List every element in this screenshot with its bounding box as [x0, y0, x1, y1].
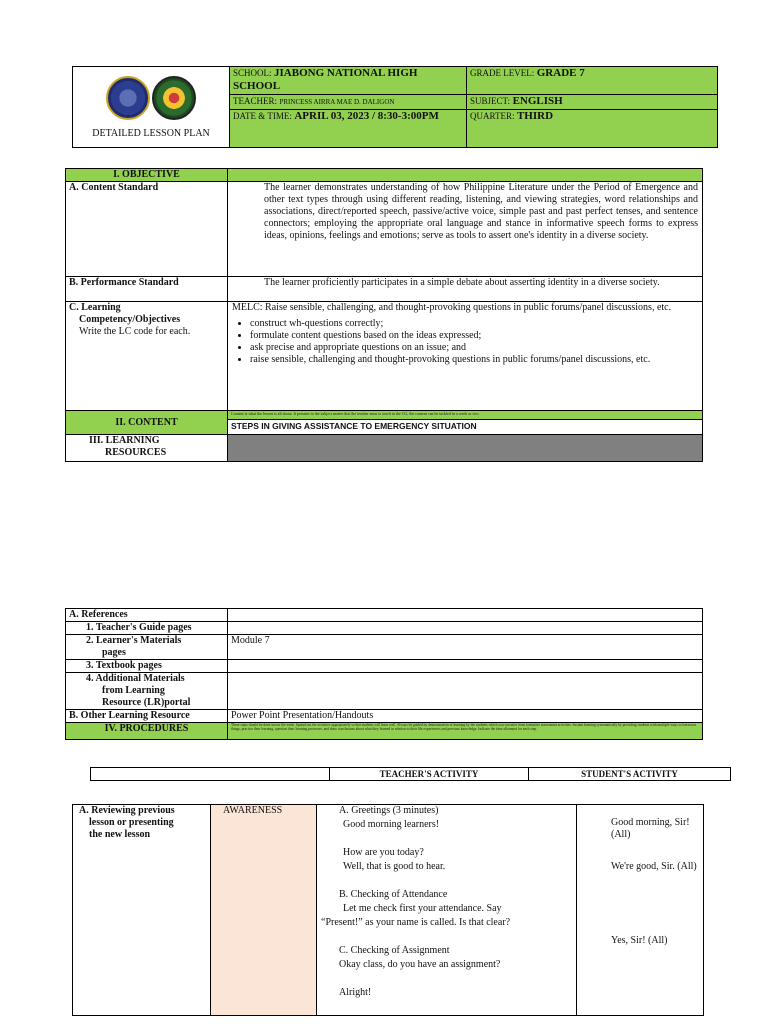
ref-teachers-guide-value — [228, 622, 703, 635]
teacher-value: PRINCESS AIRRA MAE D. DALIGON — [279, 98, 395, 107]
procedures-note: These steps should be done across the week. Spread out the activities appropriately so that students will learn well. Always be guided by demonstration of learning by the students which you can infer from formative assessment activities. Sustain learning systematically by providing students with multiple ways to learn new things, practice their learning, question their learning processes, and draw conclusions about what they learned in relation to their life experiences and previous knowledge. Indicate the time allotment for each step. — [228, 723, 703, 740]
assignment-title: C. Checking of Assignment — [339, 945, 450, 956]
procedures-heading: IV. PROCEDURES — [66, 723, 228, 740]
objective-heading: I. OBJECTIVE — [66, 169, 228, 182]
attendance-line-1: Let me check first your attendance. Say — [343, 903, 502, 914]
objective-item: • formulate content questions based on the ideas expressed; — [250, 330, 699, 342]
student-response-2: We're good, Sir. (All) — [611, 861, 697, 872]
content-standard-text: The learner demonstrates understanding of how Philippine Literature under the Period of Emergence and other text types through using different reading, listening, and viewing strategies, word relationships and associations, direct/reported speech, passive/active voice, simple past and past perfect tenses, and sentence connectors; employing the appropriate oral language and stance in informative speech forms to express ideas, opinions, feelings and emotions; serve as tools to assert one's identity in a diverse society. — [228, 182, 703, 277]
school-cell — [230, 67, 467, 95]
school-label: SCHOOL: — [233, 68, 272, 78]
step-label-1: A. Reviewing previous — [79, 805, 175, 816]
learning-resources-heading-1: III. LEARNING — [89, 435, 160, 446]
grade-label: GRADE LEVEL: — [470, 68, 535, 78]
student-activity-heading: STUDENT'S ACTIVITY — [529, 768, 731, 781]
learning-resources-cell — [66, 435, 228, 462]
teacher-activity-heading: TEACHER'S ACTIVITY — [330, 768, 529, 781]
ref-teachers-guide-label: 1. Teacher's Guide pages — [66, 622, 228, 635]
phase-cell — [211, 805, 317, 1016]
performance-standard-label: B. Performance Standard — [66, 277, 228, 302]
objective-item: • construct wh-questions correctly; — [250, 318, 699, 330]
quarter-value: THIRD — [516, 109, 554, 122]
subject-label: SUBJECT: — [470, 96, 511, 107]
ref-additional-cell — [66, 673, 228, 710]
teacher-cell — [230, 95, 467, 110]
quarter-cell — [467, 109, 718, 147]
student-activity-cell — [577, 805, 704, 1016]
activity-table — [72, 804, 704, 1016]
competency-label-3: Write the LC code for each. — [79, 326, 191, 337]
content-topic: STEPS IN GIVING ASSISTANCE TO EMERGENCY SITUATION — [228, 420, 703, 435]
ref-additional-value — [228, 673, 703, 710]
ref-textbook-value — [228, 660, 703, 673]
content-heading: II. CONTENT — [66, 411, 228, 435]
competency-label-cell — [66, 302, 228, 411]
quarter-label: QUARTER: — [470, 110, 515, 121]
header-table — [72, 66, 718, 148]
subject-cell — [467, 95, 718, 110]
objectives-list — [232, 318, 699, 366]
step-label-2: lesson or presenting — [89, 817, 174, 828]
deped-seal-icon — [106, 76, 150, 120]
performance-standard-text: The learner proficiently participates in a simple debate about asserting identity in a diverse society. — [228, 277, 703, 302]
step-label-cell — [73, 805, 211, 1016]
ref-textbook-label: 3. Textbook pages — [66, 660, 228, 673]
objective-heading-fill — [228, 169, 703, 182]
activity-header-table — [90, 767, 731, 781]
references-heading: A. References — [66, 609, 228, 622]
datetime-cell — [230, 109, 467, 147]
datetime-value: APRIL 03, 2023 / 8:30-3:00PM — [294, 109, 439, 122]
ref-learners-materials-cell — [66, 635, 228, 660]
greet-line-1: Good morning learners! — [343, 819, 440, 830]
other-resource-value: Power Point Presentation/Handouts — [228, 710, 703, 723]
ref-learners-materials-label-1: 2. Learner's Materials — [86, 635, 182, 646]
competency-cell — [228, 302, 703, 411]
melc-text: MELC: Raise sensible, challenging, and thought-provoking questions in public forums/panel discussions, etc. — [232, 302, 672, 313]
attendance-line-2: “Present!” as your name is called. Is that clear? — [321, 917, 511, 928]
attendance-title: B. Checking of Attendance — [339, 889, 448, 900]
ref-learners-materials-label-2: pages — [102, 647, 126, 658]
ref-learners-materials-value: Module 7 — [228, 635, 703, 660]
step-label-3: the new lesson — [89, 829, 151, 840]
region-seal-icon — [152, 76, 196, 120]
ref-additional-label-2: from Learning — [102, 685, 165, 696]
activity-header-blank — [91, 768, 330, 781]
teacher-activity-cell — [317, 805, 577, 1016]
content-note: Content is what the lesson is all about. It pertains to the subject matter that the teacher aims to teach in the CG, the content can be tackled in a week or two. — [228, 411, 703, 420]
objectives-table — [65, 168, 703, 462]
objective-item: • ask precise and appropriate questions on an issue; and — [250, 342, 699, 354]
other-resource-label: B. Other Learning Resource — [66, 710, 228, 723]
references-heading-fill — [228, 609, 703, 622]
content-standard-label: A. Content Standard — [66, 182, 228, 277]
greet-line-2: How are you today? — [343, 847, 424, 858]
school-value: JIABONG NATIONAL HIGH SCHOOL — [233, 67, 418, 92]
ref-additional-label-1: 4. Additional Materials — [86, 673, 185, 684]
competency-label-1: C. Learning — [69, 302, 121, 313]
learning-resources-fill — [228, 435, 703, 462]
logo-cell — [73, 67, 230, 148]
ref-additional-label-3: Resource (LR)portal — [102, 697, 191, 708]
phase-label: AWARENESS — [223, 805, 283, 816]
datetime-label: DATE & TIME: — [233, 110, 292, 121]
assignment-line-2: Alright! — [339, 987, 372, 998]
references-table — [65, 608, 703, 740]
lesson-plan-title: DETAILED LESSON PLAN — [92, 128, 210, 139]
subject-value: ENGLISH — [512, 95, 563, 108]
greetings-title: A. Greetings (3 minutes) — [339, 805, 439, 816]
competency-label-2: Competency/Objectives — [79, 314, 181, 325]
learning-resources-heading-2: RESOURCES — [105, 447, 167, 458]
grade-cell — [467, 67, 718, 95]
greet-line-3: Well, that is good to hear. — [343, 861, 446, 872]
objective-item: • raise sensible, challenging and thought-provoking questions in public forums/panel discussions, etc. — [250, 354, 699, 366]
student-response-1: Good morning, Sir! — [611, 817, 690, 828]
grade-value: GRADE 7 — [536, 67, 585, 79]
student-response-3: Yes, Sir! (All) — [611, 935, 668, 946]
assignment-line-1: Okay class, do you have an assignment? — [339, 959, 501, 970]
student-response-1b: (All) — [611, 829, 631, 840]
teacher-label: TEACHER: — [233, 96, 277, 107]
